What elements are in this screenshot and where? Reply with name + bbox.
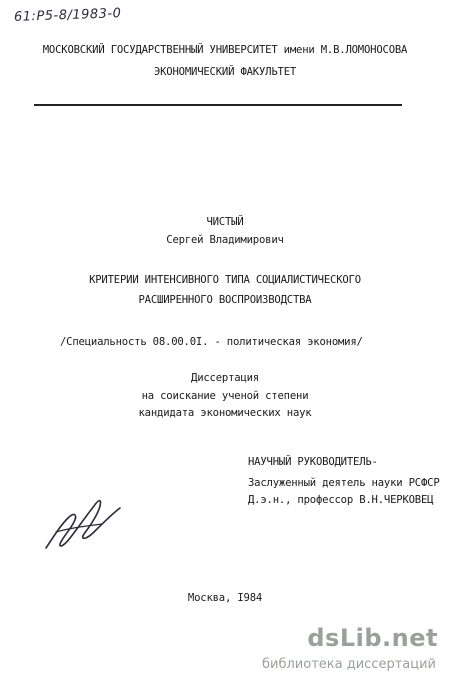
university-name: МОСКОВСКИЙ ГОСУДАРСТВЕННЫЙ УНИВЕРСИТЕТ имени М.В.ЛОМОНОСОВА <box>42 44 408 56</box>
signature-icon <box>40 488 130 558</box>
supervisor-name: Д.э.н., профессор В.Н.ЧЕРКОВЕЦ <box>248 494 434 506</box>
title-line-2: РАСШИРЕННОГО ВОСПРОИЗВОДСТВА <box>138 294 312 306</box>
supervisor-title: Заслуженный деятель науки РСФСР <box>248 477 440 489</box>
dissertation-label: Диссертация <box>191 372 259 384</box>
field-line: кандидата экономических наук <box>138 407 312 419</box>
handwritten-archive-number: 61:Р5-8/1983-0 <box>13 6 122 25</box>
watermark-logo: dsLib.net <box>307 624 438 652</box>
author-surname: ЧИСТЫЙ <box>206 216 244 228</box>
watermark-subtitle: библиотека диссертаций <box>262 657 436 672</box>
faculty-name: ЭКОНОМИЧЕСКИЙ ФАКУЛЬТЕТ <box>153 66 297 78</box>
degree-line: на соискание ученой степени <box>141 390 309 402</box>
title-line-1: КРИТЕРИИ ИНТЕНСИВНОГО ТИПА СОЦИАЛИСТИЧЕСКОГО <box>89 274 361 286</box>
specialty: /Специальность 08.00.0I. - политическая экономия/ <box>60 336 363 348</box>
header-divider <box>34 104 402 106</box>
supervisor-heading: НАУЧНЫЙ РУКОВОДИТЕЛЬ- <box>248 456 378 468</box>
city-year: Москва, I984 <box>187 592 263 604</box>
author-name: Сергей Владимирович <box>166 234 284 246</box>
